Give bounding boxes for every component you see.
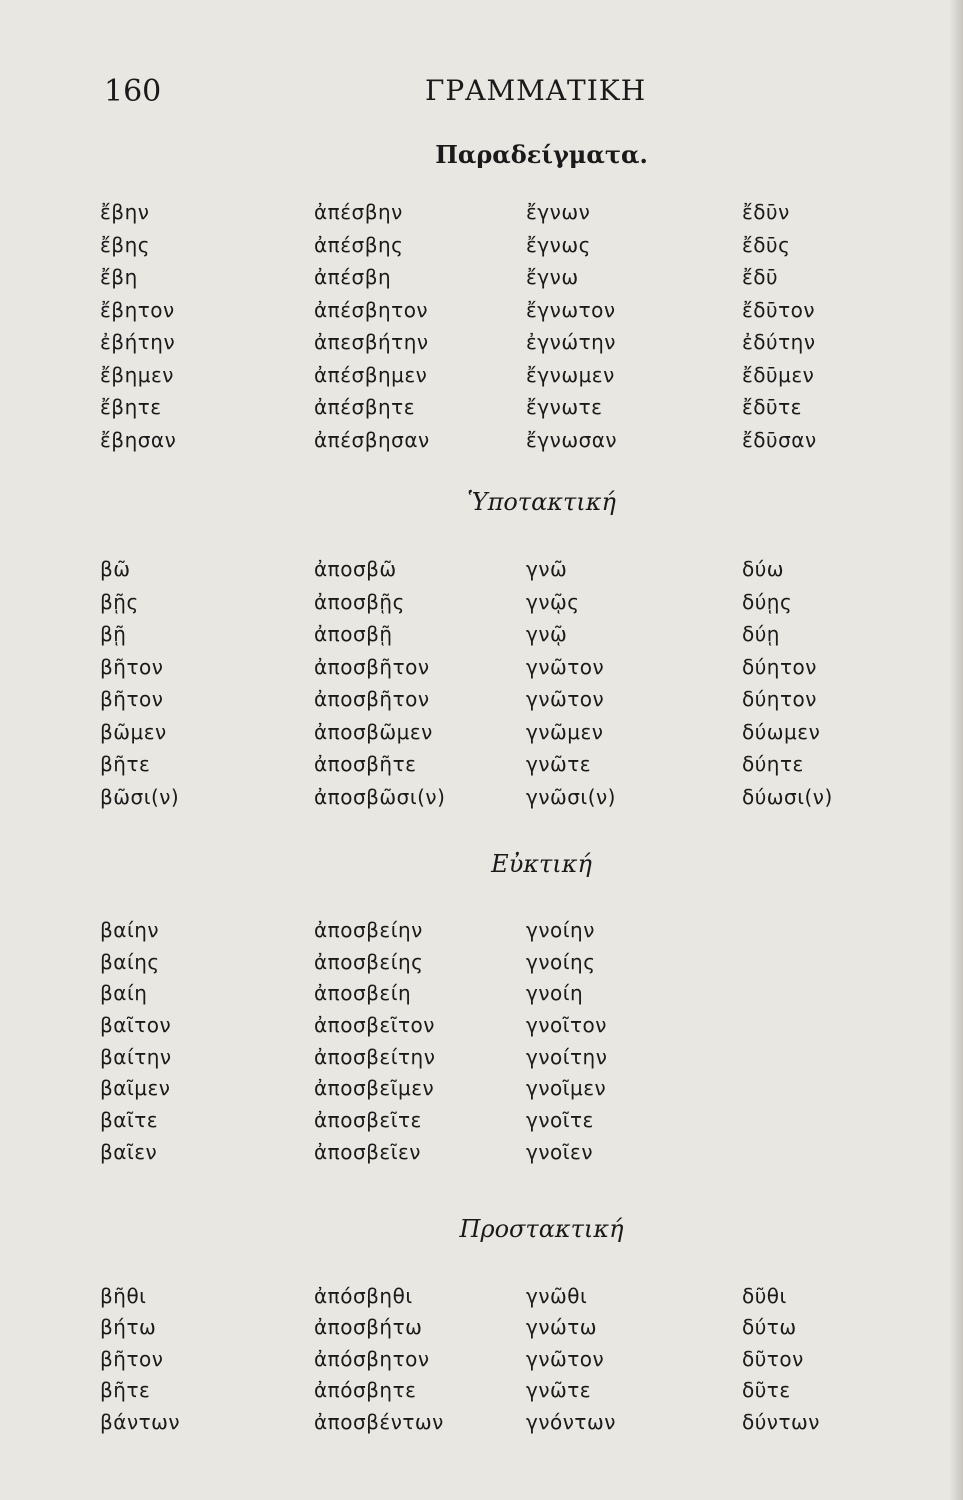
table-row (0, 395, 963, 428)
verb-form: γνῶτον (526, 1346, 605, 1371)
page-header (0, 74, 963, 118)
verb-form: γνοῖτον (526, 1013, 607, 1038)
verb-form: ἀπέσβημεν (314, 362, 428, 387)
optative-table (0, 918, 963, 1172)
verb-form: ἀποσβῆτον (314, 654, 430, 679)
verb-form: ἔγνω (526, 265, 579, 289)
verb-form: ἀπόσβητε (314, 1378, 417, 1403)
verb-form: ἔβησαν (100, 427, 177, 452)
table-row (0, 557, 963, 590)
verb-form: γνῷς (526, 589, 580, 614)
verb-form: γνώτω (526, 1315, 598, 1340)
verb-form: ἀπεσβήτην (314, 330, 429, 354)
verb-form: βῶμεν (100, 719, 167, 744)
table-row (0, 1378, 963, 1409)
verb-form: ἔβης (100, 232, 150, 257)
verb-form: ἀπέσβης (314, 232, 404, 257)
verb-form: ἔβημεν (100, 362, 174, 387)
verb-form: ἐβήτην (100, 330, 176, 354)
heading-paradigms: Παραδείγματα. (435, 140, 648, 169)
verb-form: ἀποσβῶμεν (314, 719, 433, 744)
verb-form: γνοῖμεν (526, 1076, 607, 1101)
verb-form: βαῖτον (100, 1013, 172, 1038)
verb-form: ἀποσβεῖεν (314, 1139, 421, 1164)
table-row (0, 1410, 963, 1441)
verb-form: ἔγνωτον (526, 297, 616, 322)
table-row (0, 1284, 963, 1315)
verb-form: δῦθι (742, 1284, 787, 1308)
verb-form: βῆτον (100, 687, 164, 711)
table-row (0, 330, 963, 363)
verb-form: ἀποσβεῖτε (314, 1108, 422, 1133)
verb-form: ἀποσβείτην (314, 1044, 436, 1069)
verb-form: βαίης (100, 949, 160, 974)
verb-form: ἐδύτην (742, 330, 816, 354)
running-title: ΓΡΑΜΜΑΤΙΚΗ (425, 74, 647, 107)
verb-form: βῶσι(ν) (100, 784, 180, 809)
table-row (0, 1013, 963, 1045)
verb-form: βαῖεν (100, 1139, 158, 1164)
page-number: 160 (104, 74, 162, 109)
verb-form: ἔδῡμεν (742, 362, 815, 387)
verb-form: ἀποσβῇ (314, 622, 393, 646)
verb-form: γνοίην (526, 918, 595, 942)
table-row (0, 1076, 963, 1108)
verb-form: βαίη (100, 981, 148, 1006)
verb-form: γνόντων (526, 1409, 616, 1434)
table-row (0, 265, 963, 298)
indicative-table (0, 200, 963, 460)
table-row (0, 1347, 963, 1378)
verb-form: βῆθι (100, 1284, 147, 1308)
table-row (0, 590, 963, 623)
verb-form: δύητον (742, 687, 817, 711)
verb-form: ἔβητε (100, 395, 162, 419)
verb-form: ἔγνωσαν (526, 427, 618, 452)
subjunctive-table (0, 557, 963, 817)
table-row (0, 981, 963, 1013)
verb-form: ἔγνως (526, 232, 591, 257)
verb-form: ἔδῡν (742, 200, 790, 224)
verb-form: γνοίη (526, 981, 584, 1006)
table-row (0, 785, 963, 818)
table-row (0, 918, 963, 950)
verb-form: γνῶσι(ν) (526, 784, 616, 809)
verb-form: βαῖτε (100, 1108, 159, 1133)
verb-form: γνῷ (526, 622, 568, 646)
verb-form: ἀποσβείην (314, 918, 423, 942)
verb-form: βαίην (100, 918, 160, 942)
verb-form: ἐγνώτην (526, 330, 616, 354)
verb-form: δύῃ (742, 622, 780, 646)
table-row (0, 720, 963, 753)
verb-form: ἔδῡτε (742, 395, 802, 419)
verb-form: βῇς (100, 589, 139, 614)
table-row (0, 1045, 963, 1077)
verb-form: γνοῖεν (526, 1139, 593, 1164)
verb-form: γνῶτε (526, 752, 592, 776)
verb-form: ἔγνωμεν (526, 362, 615, 387)
verb-form: βαίτην (100, 1044, 172, 1069)
verb-form: ἔδῡσαν (742, 427, 817, 452)
verb-form: δύῃς (742, 589, 793, 614)
heading-subjunctive: Ὑποτακτική (467, 488, 616, 516)
verb-form: δύντων (742, 1409, 820, 1434)
verb-form: δῦτε (742, 1378, 791, 1403)
verb-form: ἀποσβείη (314, 981, 412, 1006)
verb-form: ἀποσβῆτον (314, 687, 430, 711)
verb-form: ἀποσβῶ (314, 557, 397, 581)
verb-form: ἀποσβέντων (314, 1409, 444, 1434)
verb-form: ἔδῡς (742, 232, 791, 257)
verb-form: δύω (742, 557, 785, 581)
page-edge-shadow (949, 0, 963, 1500)
verb-form: δῦτον (742, 1346, 804, 1371)
verb-form: γνῶθι (526, 1284, 588, 1308)
verb-form: βῆτον (100, 1346, 164, 1371)
heading-optative: Εὐκτική (491, 850, 592, 878)
imperative-table (0, 1284, 963, 1441)
verb-form: δύωμεν (742, 719, 821, 744)
verb-form: γνοίτην (526, 1044, 608, 1069)
verb-form: γνοῖτε (526, 1108, 594, 1133)
table-row (0, 200, 963, 233)
verb-form: γνῶτε (526, 1378, 592, 1403)
verb-form: βῆτε (100, 752, 151, 776)
verb-form: γνῶμεν (526, 719, 604, 744)
verb-form: ἀποσβείης (314, 949, 424, 974)
verb-form: βῇ (100, 622, 127, 646)
verb-form: βάντων (100, 1409, 181, 1434)
table-row (0, 363, 963, 396)
heading-imperative: Προστακτική (459, 1215, 624, 1243)
verb-form: γνῶτον (526, 654, 605, 679)
table-row (0, 1108, 963, 1140)
verb-form: ἀπέσβην (314, 200, 403, 224)
verb-form: ἀπέσβητον (314, 297, 429, 322)
verb-form: ἔβητον (100, 297, 175, 322)
verb-form: ἀποσβήτω (314, 1315, 423, 1340)
verb-form: ἀπέσβητε (314, 395, 416, 419)
table-row (0, 428, 963, 461)
verb-form: βαῖμεν (100, 1076, 171, 1101)
verb-form: ἀποσβῇς (314, 589, 405, 614)
verb-form: βῶ (100, 557, 131, 581)
table-row (0, 1140, 963, 1172)
verb-form: ἀποσβῶσι(ν) (314, 784, 446, 809)
table-row (0, 687, 963, 720)
verb-form: ἀποσβεῖτον (314, 1013, 435, 1038)
verb-form: δύωσι(ν) (742, 784, 833, 809)
verb-form: βῆτε (100, 1378, 151, 1403)
verb-form: ἀπόσβηθι (314, 1284, 413, 1308)
verb-form: ἔδῡ (742, 265, 779, 289)
verb-form: ἀπόσβητον (314, 1346, 430, 1371)
verb-form: γνῶτον (526, 687, 605, 711)
verb-form: δύητον (742, 654, 817, 679)
verb-form: ἔβην (100, 200, 150, 224)
verb-form: ἔβη (100, 265, 138, 289)
table-row (0, 298, 963, 331)
table-row (0, 655, 963, 688)
table-row (0, 950, 963, 982)
table-row (0, 752, 963, 785)
verb-form: ἔγνωτε (526, 395, 603, 419)
table-row (0, 1315, 963, 1346)
verb-form: γνῶ (526, 557, 568, 581)
verb-form: ἀποσβεῖμεν (314, 1076, 435, 1101)
verb-form: γνοίης (526, 949, 596, 974)
verb-form: ἀπέσβησαν (314, 427, 430, 452)
verb-form: ἔδῡτον (742, 297, 816, 322)
verb-form: ἀπέσβη (314, 265, 392, 289)
verb-form: δύητε (742, 752, 804, 776)
table-row (0, 233, 963, 266)
table-row (0, 622, 963, 655)
verb-form: βήτω (100, 1315, 157, 1340)
verb-form: δύτω (742, 1315, 797, 1340)
verb-form: βῆτον (100, 654, 164, 679)
verb-form: ἀποσβῆτε (314, 752, 417, 776)
verb-form: ἔγνων (526, 200, 591, 224)
